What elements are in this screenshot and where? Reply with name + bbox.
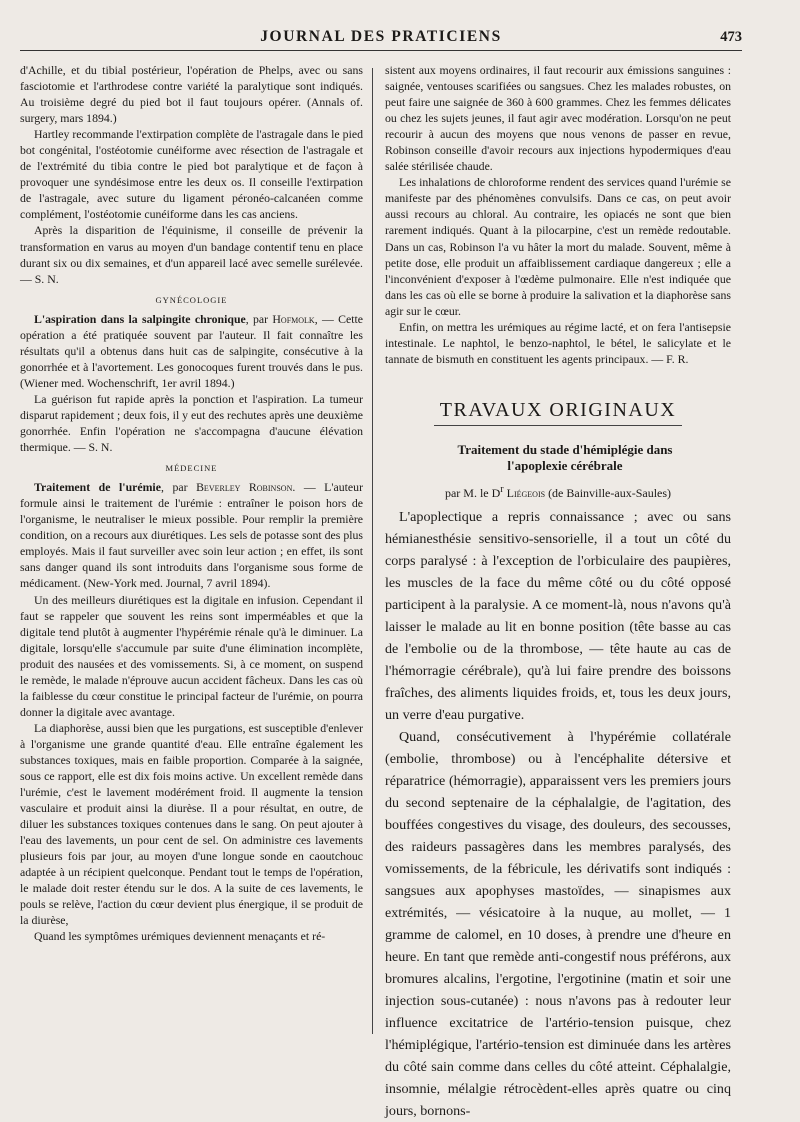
byline-place: (de Bainville-aux-Saules) <box>548 485 672 500</box>
paragraph-enfin: Enfin, on mettra les urémiques au régime lacté, et on fera l'antisepsie intestinale. Le naphtol, le benzo-naphtol, le bétel, le salicylate et le tannate de bismuth en constituent les agents principaux. — F. R. <box>385 319 731 366</box>
section-rule <box>434 425 682 426</box>
page-number: 473 <box>720 29 742 45</box>
article-title-line-2: l'apoplexie cérébrale <box>507 457 623 473</box>
text-par: , par <box>245 311 273 326</box>
article-salpingite <box>20 311 363 391</box>
author-hofmolk: Hofmolk <box>272 311 315 326</box>
article-uremie <box>20 479 363 591</box>
paragraph-hartley: Hartley recommande l'extirpation complète de l'astragale dans le pied bot congénital, l'ostéotomie cunéiforme avec résection de l'astragale et de l'extrémité du tibia contre le pied bot paralytique et de façon à provoquer une syndésimose entre les deux os. Il conseille l'extirpation de l'astragale, avec suture du ligament péronéo-calcanéen comme complément, l'ostéotomie cunéiforme dans les cas anciens. <box>20 127 363 222</box>
article-title-salpingite: L'aspiration dans la salpingite chronique <box>34 311 246 326</box>
author-liegeois: Liégeois <box>506 485 546 500</box>
left-column <box>20 62 363 1040</box>
paragraph-achille: d'Achille, et du tibial postérieur, l'opération de Phelps, avec ou sans fasciotomie et l'arthrodese contre variété la paralytique sont indiqués. Au troisième degré du pied bot il faut toujours opérer. (Annals of. surgery, mars 1894.) <box>20 63 363 126</box>
article-title-uremie: Traitement de l'urémie <box>34 480 161 495</box>
paragraph-diaphorese: La diaphorèse, aussi bien que les purgations, est susceptible d'enlever à l'organisme une grande quantité d'eau. Elle entraîne également les substances toxiques, mais en faible proportion. Comparée à la saignée, sous ce rapport, elle est dix fois moins active. Un excellent remède dans l'urémie, c'est le lavement modérément froid. Il augmente la tension vasculaire et produit ainsi la diurèse. Il a pour résultat, en outre, de diluer les substances toxiques contenues dans le sang. On peut ajouter à l'eau des lavements, un pour cent de sel. On administre ces lavements plusieurs fois par jour, au moyen d'une longue sonde en caoutchouc adaptée à un récipient quelconque. Pendant tout le temps de l'opération, le malade doit rester étendu sur le dos. A la suite de ces lavements, le pouls se relève, l'action du cœur devient plus énergique, il se produit de la diurèse, <box>20 720 363 928</box>
byline-superscript: r <box>500 483 504 495</box>
right-column <box>385 62 731 1119</box>
section-heading-travaux-originaux: TRAVAUX ORIGINAUX <box>439 398 677 421</box>
paragraph-consecutivement: Quand, consécutivement à l'hypérémie collatérale (embolie, thrombose) ou à l'encéphalite détersive et réparatrice (hémorragie), apparaissent vers les premiers jours du second septenaire de la céphalalgie, de l'agitation, des bouffées congestives du visage, des douleurs, des secousses, des raideurs passagères dans les membres paralysés, des vomissements, de la fébricule, les dérivatifs sont indiqués : sangsues aux apophyses mastoïdes, — sinapismes aux extrémités, — vésicatoire à la nuque, au mollet, — 1 gramme de calomel, en 10 doses, à prendre une d'heure en heure. En tant que remède anti-congestif nous préférons, aux bromures alcalins, l'ergotine, l'ergotinine (matin et soir une injection sous-cutanée) : nous n'avons pas à redouter leur influence excitatrice de l'artério-tension puisque, chez l'hémiplégique, l'artério-tension est diminuée dans les artères du côté sain comme dans celles du côté atteint. Céphalalgie, insomnie, mélalgie rétrocèdent-elles après quatre ou cinq jours, bornons- <box>385 728 731 1119</box>
article-body <box>385 506 731 1122</box>
author-robinson: Beverley Robinson <box>196 480 293 495</box>
paragraph-sistent: sistent aux moyens ordinaires, il faut recourir aux émissions sanguines : saignée, ventouses scarifiées ou sangsues. Chez les malades robustes, on peut faire une saignée de 360 à 600 grammes. Chez les femmes délicates ou chez les sujets jeunes, il faut agir avec modération. Lorsqu'on ne peut recourir à aucun des moyens que nous venons de passer en revue, Robinson conseille d'avoir recours aux injections hypodermiques d'eau salée stérilisée chaude. <box>385 63 731 174</box>
journal-title: JOURNAL DES PRATICIENS <box>260 28 502 45</box>
section-heading-gynecologie: GYNÉCOLOGIE <box>155 294 228 305</box>
column-divider <box>372 68 373 1034</box>
byline-prefix: par M. le D <box>444 485 501 500</box>
paragraph-quand-symptomes: Quand les symptômes urémiques deviennent menaçants et ré- <box>34 929 326 944</box>
article-title-line-1: Traitement du stade d'hémiplégie dans <box>457 441 673 457</box>
running-head <box>20 26 742 51</box>
text-par: , par <box>160 480 197 495</box>
paragraph-equinisme: Après la disparition de l'équinisme, il conseille de prévenir la transformation en varus au moyen d'un bandage contentif tenu en place durant six ou dix semaines, et d'un appareil lacé avec semelle surélevée. — S. N. <box>20 223 363 286</box>
article-text-salpingite: , — Cette opération a été pratiquée souvent par l'auteur. Il fait connaître les résultats qu'il a obtenus dans huit cas de salpingite, consécutive à la gonorrhée et à l'avortement. Les gonocoques furent trouvés dans le pus. (Wiener med. Wochenschrift, 1er avril 1894.) <box>20 311 363 390</box>
section-heading-medecine: MÉDECINE <box>165 463 218 474</box>
paragraph-digitale: Un des meilleurs diurétiques est la digitale en infusion. Cependant il faut se rappeler que souvent les reins sont imperméables et que la digitale tend plutôt à augmenter l'hypérémie rénale qu'à le diminuer. La digitale, lorsqu'elle s'accumule par suite d'une élimination incomplète, produit des nausées et des vomissements. Si, à ce moment, on suspend le remède, le malade n'éprouve aucun accident fâcheux. Dans les cas où la faiblesse du cœur constitue le principal facteur de l'urémie, on pourra donner la digitale avec avantage. <box>20 592 363 719</box>
article-text-uremie: . — L'auteur formule ainsi le traitement de l'urémie : entraîner le poison hors de l'organisme, le neutraliser le mieux possible. Pour remplir la première condition, on a recours aux diurétiques. Les sels de potasse sont des plus employés. Mais il faut surveiller avec soin leur action ; en effet, ils sont sans danger quand ils sont introduits dans l'organisme sous forme de médicament. (New-York med. Journal, 7 avril 1894). <box>20 480 363 591</box>
byline <box>385 482 731 501</box>
paragraph-guerison: La guérison fut rapide après la ponction et l'aspiration. La tumeur disparut rapidement ; deux fois, il y eut des rechutes après une deuxième gonorrhée. Enfin l'opération ne s'accompagna d'aucune élévation thermique. — S. N. <box>20 391 363 455</box>
paragraph-apoplectique: L'apoplectique a repris connaissance ; avec ou sans hémianesthésie sensitivo-sensorielle, il a tout un côté du corps paralysé : à l'exception de l'orbiculaire des paupières, les muscles de la face du même côté ou du côté opposé participent à la paralysie. A ce moment-là, nous n'avons qu'à laisser le malade au lit en bonne position (tête basse au cas de l'embolie ou de la thrombose, — tête haute au cas de l'hémorragie cérébrale), qu'à lui faire prendre des boissons fraîches, des aliments liquides froids, et, tous les deux jours, un verre d'eau purgative. <box>385 508 731 723</box>
paragraph-inhalations: Les inhalations de chloroforme rendent des services quand l'urémie se manifeste par des phénomènes convulsifs. Dans ce cas, on peut avoir aussi recours au chloral. Au contraire, les opiacés ne sont que bien rarement indiqués. Quant à la pilocarpine, c'est un remède redoutable. Dans un cas, Robinson l'a vu hâter la mort du malade. Souvent, même à petite dose, elle produit un affaiblissement cardiaque dangereux ; elle a l'inconvénient d'exposer à l'œdème pulmonaire. Elle n'est indiquée que dans les cas où elle se borne à produire la salivation et la diaphorèse sans agir sur le cœur. <box>385 175 731 318</box>
